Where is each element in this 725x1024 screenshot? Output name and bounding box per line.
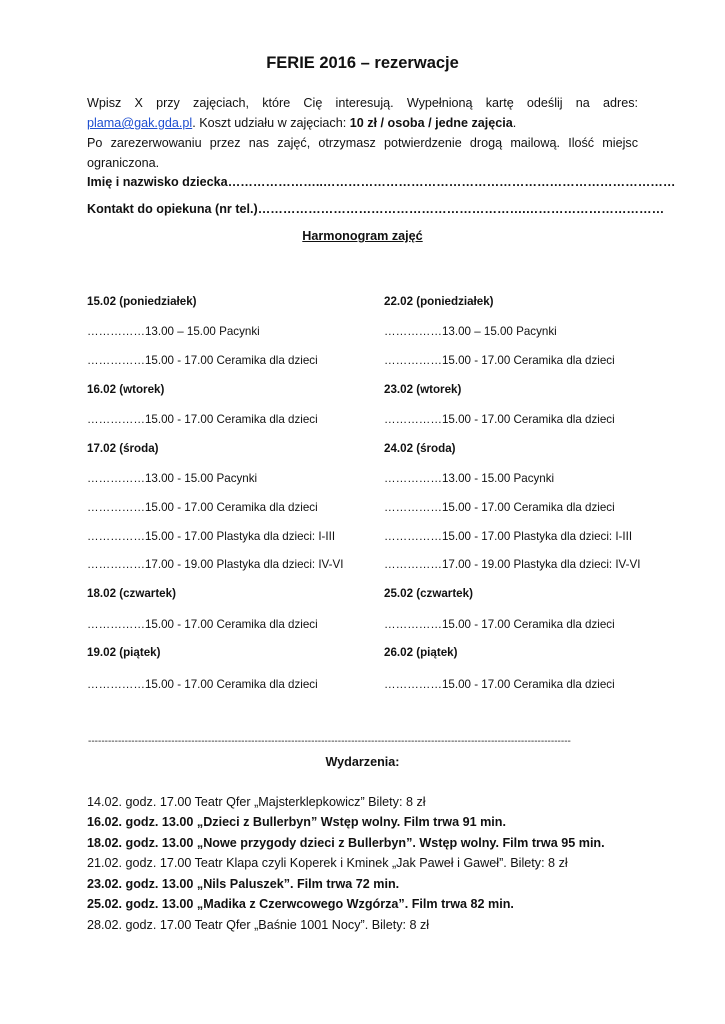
day-heading: 15.02 (poniedziałek)	[87, 295, 197, 308]
day-heading: 17.02 (środa)	[87, 442, 159, 455]
event-item: 28.02. godz. 17.00 Teatr Qfer „Baśnie 1001 Nocy”. Bilety: 8 zł	[87, 918, 430, 932]
event-item: 18.02. godz. 13.00 „Nowe przygody dzieci z Bullerbyn”. Wstęp wolny. Film trwa 95 min.	[87, 836, 605, 850]
day-heading: 18.02 (czwartek)	[87, 587, 176, 600]
activity-item[interactable]: ……………15.00 - 17.00 Ceramika dla dzieci	[87, 501, 318, 514]
email-link[interactable]: plama@gak.gda.pl	[87, 116, 193, 130]
activity-item[interactable]: ……………13.00 – 15.00 Pacynki	[87, 325, 260, 338]
guardian-contact-field[interactable]: Kontakt do opiekuna (nr tel.)……………………………………………………….……………………………	[87, 202, 665, 216]
child-name-field[interactable]: Imię i nazwisko dziecka…………………..…………………………………………………………………………	[87, 175, 676, 189]
activity-item[interactable]: ……………13.00 - 15.00 Pacynki	[384, 472, 555, 485]
activity-item[interactable]: ……………15.00 - 17.00 Ceramika dla dzieci	[87, 678, 318, 691]
dashed-separator: -------------------------------------------------------------------------------------------------------------------------------------------------	[88, 736, 571, 747]
schedule-title: Harmonogram zajęć	[302, 229, 423, 243]
page-title: FERIE 2016 – rezerwacje	[266, 54, 459, 72]
activity-item[interactable]: ……………15.00 - 17.00 Ceramika dla dzieci	[384, 413, 615, 426]
price-text: 10 zł / osoba / jedne zajęcia	[349, 116, 513, 130]
intro-line-2	[87, 113, 638, 133]
event-item: 25.02. godz. 13.00 „Madika z Czerwcowego Wzgórza”. Film trwa 82 min.	[87, 897, 514, 911]
activity-item[interactable]: ……………15.00 - 17.00 Ceramika dla dzieci	[384, 618, 615, 631]
event-item: 14.02. godz. 17.00 Teatr Qfer „Majsterklepkowicz” Bilety: 8 zł	[87, 795, 426, 809]
activity-item[interactable]: ……………15.00 - 17.00 Plastyka dla dzieci: I-III	[384, 530, 633, 543]
day-heading: 22.02 (poniedziałek)	[384, 295, 494, 308]
event-item: 23.02. godz. 13.00 „Nils Paluszek”. Film trwa 72 min.	[87, 877, 400, 891]
intro-confirmation: Po zarezerwowaniu przez nas zajęć, otrzymasz potwierdzenie drogą mailową. Ilość miejsc ograniczona.	[87, 136, 638, 170]
activity-item[interactable]: ……………15.00 - 17.00 Ceramika dla dzieci	[384, 501, 615, 514]
day-heading: 16.02 (wtorek)	[87, 383, 165, 396]
intro-line-1: Wpisz X przy zajęciach, które Cię interesują. Wypełnioną kartę odeślij na adres:	[87, 96, 638, 110]
activity-item[interactable]: ……………15.00 - 17.00 Ceramika dla dzieci	[87, 618, 318, 631]
activity-item[interactable]: ……………13.00 – 15.00 Pacynki	[384, 325, 557, 338]
intro-cost-text: . Koszt udziału w zajęciach:	[192, 116, 350, 130]
day-heading: 24.02 (środa)	[384, 442, 456, 455]
day-heading: 19.02 (piątek)	[87, 646, 161, 659]
intro-paragraph	[87, 93, 638, 173]
day-heading: 25.02 (czwartek)	[384, 587, 473, 600]
event-item: 21.02. godz. 17.00 Teatr Klapa czyli Koperek i Kminek „Jak Paweł i Gaweł”. Bilety: 8 zł	[87, 856, 568, 870]
activity-item[interactable]: ……………13.00 - 15.00 Pacynki	[87, 472, 258, 485]
activity-item[interactable]: ……………15.00 - 17.00 Ceramika dla dzieci	[384, 678, 615, 691]
events-title: Wydarzenia:	[325, 755, 400, 769]
day-heading: 26.02 (piątek)	[384, 646, 458, 659]
intro-dot: .	[512, 116, 517, 130]
activity-item[interactable]: ……………15.00 - 17.00 Ceramika dla dzieci	[87, 413, 318, 426]
activity-item[interactable]: ……………15.00 - 17.00 Ceramika dla dzieci	[384, 354, 615, 367]
day-heading: 23.02 (wtorek)	[384, 383, 462, 396]
activity-item[interactable]: ……………17.00 - 19.00 Plastyka dla dzieci: IV-VI	[384, 558, 641, 571]
activity-item[interactable]: ……………15.00 - 17.00 Ceramika dla dzieci	[87, 354, 318, 367]
event-item: 16.02. godz. 13.00 „Dzieci z Bullerbyn” Wstęp wolny. Film trwa 91 min.	[87, 815, 506, 829]
activity-item[interactable]: ……………15.00 - 17.00 Plastyka dla dzieci: I-III	[87, 530, 336, 543]
activity-item[interactable]: ……………17.00 - 19.00 Plastyka dla dzieci: IV-VI	[87, 558, 344, 571]
